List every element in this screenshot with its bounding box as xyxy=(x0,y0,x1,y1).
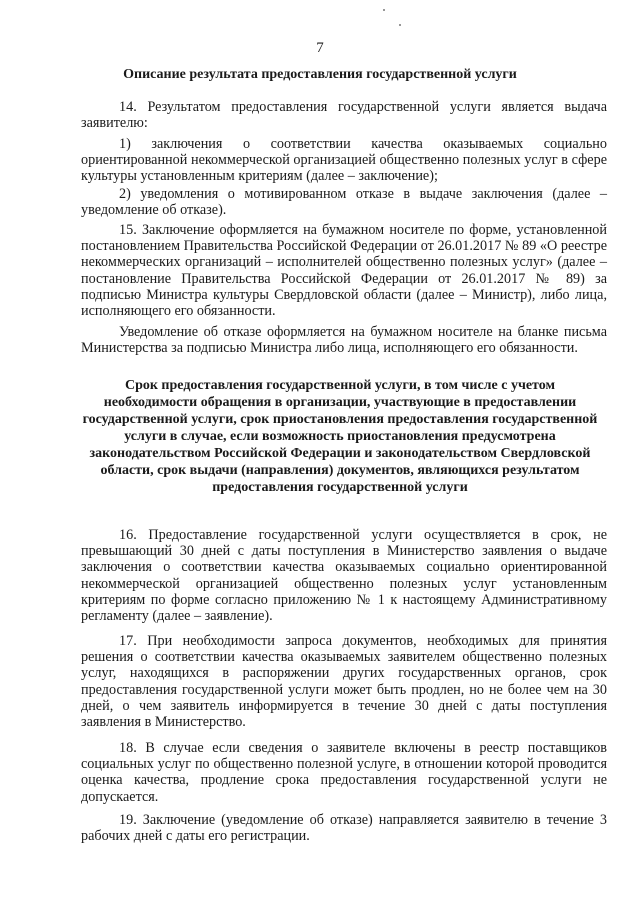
paragraph-15: 15. Заключение оформляется на бумажном носителе по форме, установленной постановлением Правительства Российской Федерации от 26.01.2017 № 89 «О реестре некоммерческих организаций – исполнителей общественно полезных услуг» (далее – постановление Правительства Российской Федерации от 26.01.2017 № 89) за подписью Министра культуры Свердловской области (далее – Министр), либо лица, исполняющего его обязанности. xyxy=(81,222,607,320)
paragraph-19: 19. Заключение (уведомление об отказе) направляется заявителю в течение 3 рабочих дней с даты его регистрации. xyxy=(81,812,607,845)
section-heading-result: Описание результата предоставления государственной услуги xyxy=(123,67,517,82)
paragraph-17: 17. При необходимости запроса документов, необходимых для принятия решения о соответствии качества оказываемых заявителем общественно полезных услуг, находящихся в распоряжении других государственных органов, срок предоставления государственной услуги может быть продлен, но не более чем на 30 дней, о чем заявитель информируется в течение 30 дней с даты поступления заявления в Министерство. xyxy=(81,633,607,731)
list-item-2: 2) уведомления о мотивированном отказе в выдаче заключения (далее – уведомление об отказе). xyxy=(81,186,607,219)
page-number: 7 xyxy=(316,40,324,56)
paragraph-14: 14. Результатом предоставления государственной услуги является выдача заявителю: xyxy=(81,99,607,132)
paragraph-16: 16. Предоставление государственной услуги осуществляется в срок, не превышающий 30 дней с даты поступления в Министерство заявления о выдаче заключения о соответствии качества оказываемых социально ориентированной некоммерческой организацией общественно полезных услуг установленным критериям по форме согласно приложению № 1 к настоящему Административному регламенту (далее – заявление). xyxy=(81,527,607,625)
section-heading-term: Срок предоставления государственной услуги, в том числе с учетом необходимости обращения в организации, участвующие в предоставлении государственной услуги, срок приостановления предоставления государственной услуги в случае, если возможность приостановления предусмотрена законодательством Российской Федерации и законодательством Свердловской области, срок выдачи (направления) документов, являющихся результатом предоставления государственной услуги xyxy=(82,378,598,495)
paragraph-18: 18. В случае если сведения о заявителе включены в реестр поставщиков социальных услуг по общественно полезной услуге, в отношении которой проводится оценка качества, продление срока предоставления государственной услуги не допускается. xyxy=(81,740,607,805)
list-item-1: 1) заключения о соответствии качества оказываемых социально ориентированной некоммерческой организацией общественно полезных услуг в сфере культуры установленным критериям (далее – заключение); xyxy=(81,136,607,185)
scan-speck xyxy=(383,9,385,11)
paragraph-15-notice: Уведомление об отказе оформляется на бумажном носителе на бланке письма Министерства за подписью Министра либо лица, исполняющего его обязанности. xyxy=(81,324,607,357)
scan-speck xyxy=(399,24,401,26)
